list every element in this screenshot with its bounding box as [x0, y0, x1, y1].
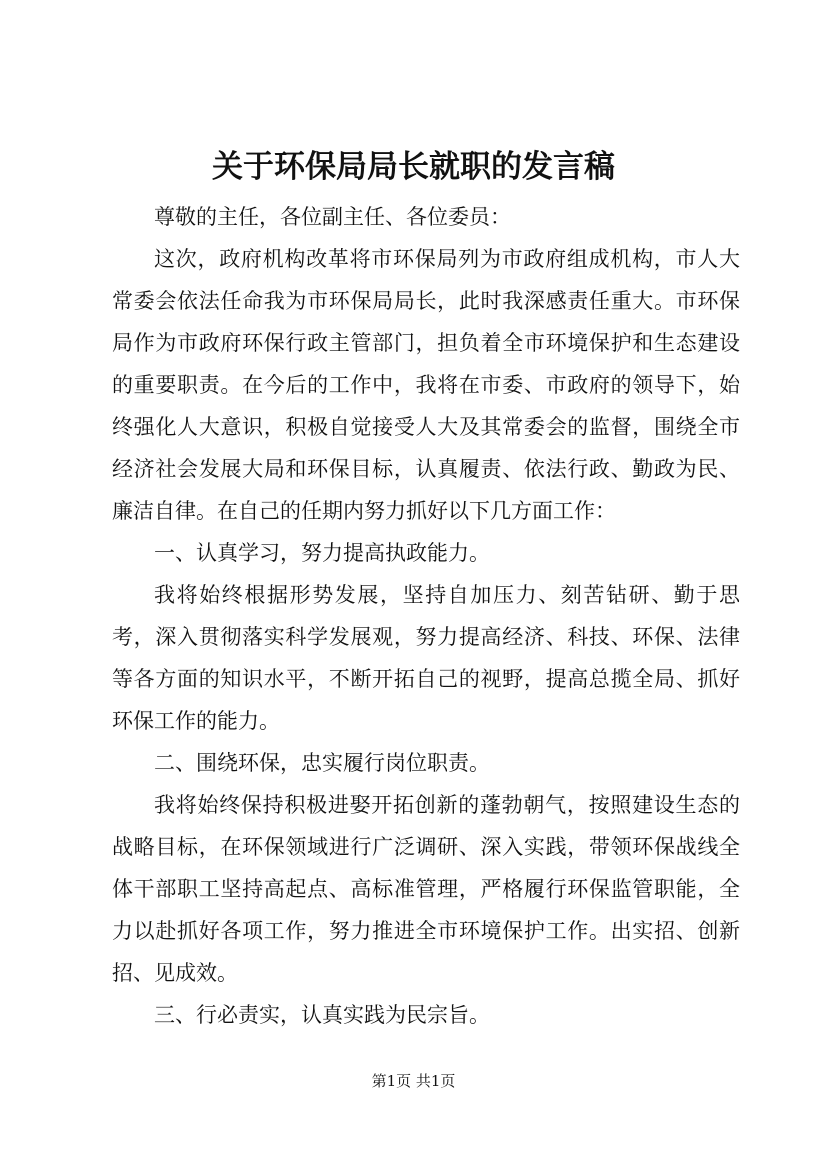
section-heading-3: 三、行必责实，认真实践为民宗旨。 — [154, 1003, 490, 1027]
section-body-1: 我将始终根据形势发展，坚持自加压力、刻苦钻研、勤于思考，深入贯彻落实科学发展观，努力提高经济、科技、环保、法律等各方面的知识水平，不断开拓自己的视野，提高总揽全局、抓好环保工作的能力。 — [112, 583, 740, 733]
page-number-footer: 第1页 共1页 — [371, 1072, 456, 1090]
salutation-paragraph: 尊敬的主任，各位副主任、各位委员： — [154, 205, 511, 229]
document-title: 关于环保局局长就职的发言稿 — [212, 149, 615, 185]
intro-paragraph: 这次，政府机构改革将市环保局列为市政府组成机构，市人大常委会依法任命我为市环保局局长，此时我深感责任重大。市环保局作为市政府环保行政主管部门，担负着全市环境保护和生态建设的重要职责。在今后的工作中，我将在市委、市政府的领导下，始终强化人大意识，积极自觉接受人大及其常委会的监督，围绕全市经济社会发展大局和环保目标，认真履责、依法行政、勤政为民、廉洁自律。在自己的任期内努力抓好以下几方面工作： — [112, 247, 740, 523]
section-heading-2: 二、围绕环保，忠实履行岗位职责。 — [154, 751, 490, 775]
section-body-2: 我将始终保持积极进娶开拓创新的蓬勃朝气，按照建设生态的战略目标，在环保领域进行广泛调研、深入实践，带领环保战线全体干部职工坚持高起点、高标准管理，严格履行环保监管职能，全力以赴抓好各项工作，努力推进全市环境保护工作。出实招、创新招、见成效。 — [112, 793, 740, 985]
section-heading-1: 一、认真学习，努力提高执政能力。 — [154, 541, 490, 565]
document-body — [112, 196, 740, 1036]
